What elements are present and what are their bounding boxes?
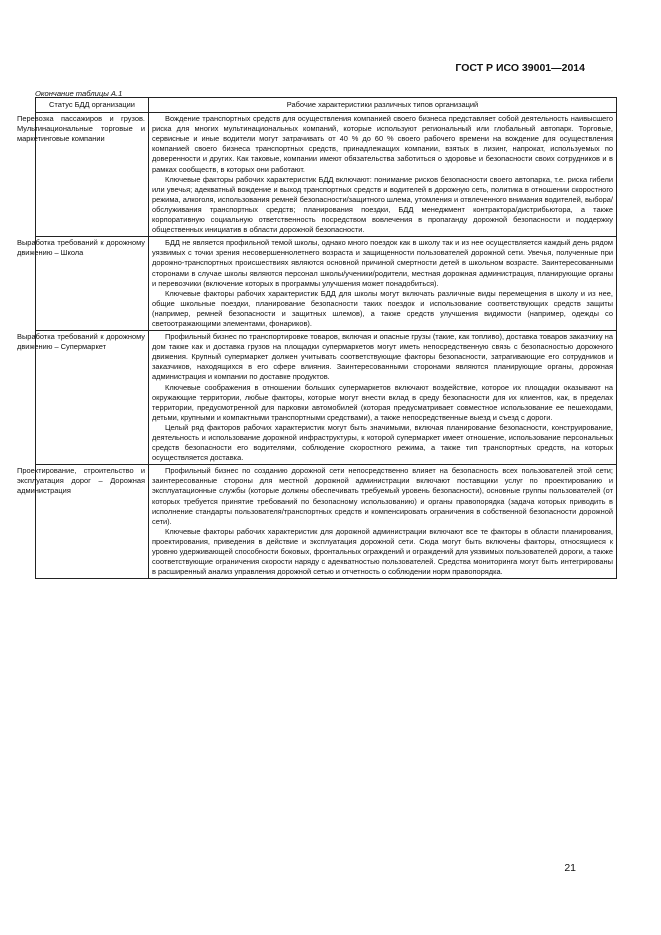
table-row — [36, 113, 617, 237]
org-status-cell: Выработка требований к дорожному движению – Супермаркет — [36, 331, 149, 465]
paragraph: Профильный бизнес по созданию дорожной сети непосредственно влияет на безопасность всех пользователей этой сети; заинтересованные стороны для местной дорожной администрации включают поставщики услуг по проектированию и эксплуатационные службы (которые должны обеспечивать требуемый уровень безопасности), основные группы пользователей (от которых требуется принятие требований по безопасному использованию) и органы правопорядка (задача которых приводить в исполнение стандарты пользователя/транспортных средств и компенсировать ограничения в собственной безопасности дорожной сети). — [152, 466, 613, 526]
table-header-row — [36, 98, 617, 113]
paragraph: Ключевые факторы рабочих характеристик для дорожной администрации включают все те факторы в области планирования, проектирования, приведения в действие и эксплуатация дорожной сети. Сюда могут быть включены факторы, относящиеся к уровню удерживающей способности боковых, фронтальных ограждений и ограждений для уязвимых пользователей дороги, а также соответствующие ограничения скорости наряду с адекватностью пользователей. Средства мониторинга могут быть интегрированы в расширенный анализ управления дорожной сетью и отчетность о соблюдении норм правопорядка. — [152, 526, 613, 577]
table-row — [36, 237, 617, 331]
paragraph: Вождение транспортных средств для осуществления компанией своего бизнеса представляет собой деятельность наивысшего риска для многих мультинациональных компаний, которые используют региональный или глобальный автопарк. Торговые, сервисные и иные водители могут затрачивать от 40 % до 60 % своего рабочего времени на вождение для осуществления компанией своего бизнеса транспортных средств, принадлежащих компании, взятых в лизинг, напрокат, используемых по доверенности и других. Как таковые, компании имеют обязательства заботиться о здоровье и безопасности своих сотрудников и в рамках сообществ, в которых они работают. — [152, 114, 613, 174]
table-row — [36, 465, 617, 579]
column-header-characteristics: Рабочие характеристики различных типов организаций — [149, 98, 617, 113]
table-row — [36, 331, 617, 465]
paragraph: Ключевые соображения в отношении больших супермаркетов включают воздействие, которое их площадки оказывают на окружающие территории, любые факторы, которые могут внести вклад в среду безопасности для их клиентов, как, в пределах территории, предусмотренной для парковки автомобилей (которая предусматривает совместное использование ее пешеходами, детьми, крупными и компактными транспортными средствами), а также непосредственные выезд и съезд с дороги. — [152, 382, 613, 422]
table-caption: Окончание таблицы А.1 — [35, 89, 123, 98]
org-status-cell: Выработка требований к дорожному движению – Школа — [36, 237, 149, 331]
characteristics-cell — [149, 331, 617, 465]
paragraph: Целый ряд факторов рабочих характеристик могут быть значимыми, включая планирование безопасности, конструирование, деятельность и использование дорожной инфраструктуры, к которой супермаркет имеет отношение, использование персональных средств безопасности его водителями, соблюдение скоростного режима, а также тип транспортных средств, на которых осуществляется доставка. — [152, 422, 613, 463]
paragraph: Ключевые факторы рабочих характеристик БДД включают: понимание рисков безопасности своего автопарка, т.е. риска гибели или увечья; адекватный вождение и выход транспортных средств и водителей в дорожную сеть, политика в отношении скоростного режима, алкоголя, использования ремней безопасности/защитного шлема, утомления и отвлеченного внимания водителей, выбора/обслуживания транспортных средств; планирования поездки, БДД менеджмент контрактора/дистрибьютора, а также корпоративную социальную ответственность посредством вовлечения в пропаганду дорожной безопасности и поддержку общественных инициатив в области дорожной безопасности. — [152, 174, 613, 235]
characteristics-table — [17, 97, 617, 579]
characteristics-cell — [149, 465, 617, 579]
column-header-status: Статус БДД организации — [36, 98, 149, 113]
paragraph: Ключевые факторы рабочих характеристик БДД для школы могут включать различные виды перемещения в школу и из нее, общие школьные поездки, планирование безопасности таких поездок и использование соответствующих средств защиты (например, ремней безопасности и защитных шлемов), а также средств улучшения видимости (например, одежды со светоотражающими элементами, фонариков). — [152, 288, 613, 328]
org-status-cell: Проектирование, строительство и эксплуатация дорог – Дорожная администрация — [36, 465, 149, 579]
paragraph: БДД не является профильной темой школы, однако много поездок как в школу так и из нее осуществляется каждый день рядом уязвимых с точки зрения несовершеннолетнего возраста и защищенности пользователей дорожной сети. Увечья, полученные при дорожно-транспортных происшествиях являются основной причиной смертности детей в школьном возрасте. Заинтересованными сторонами в случае школы являются персонал школы/ученики/родители, местная дорожная администрация, планирующие органы и перевозчики (включение которых в программы улучшения может понадобиться). — [152, 238, 613, 288]
org-status-cell: Перевозка пассажиров и грузов. Мультинациональные торговые и маркетинговые компании — [36, 113, 149, 237]
characteristics-cell — [149, 113, 617, 237]
document-code: ГОСТ Р ИСО 39001—2014 — [455, 62, 585, 74]
characteristics-cell — [149, 237, 617, 331]
page-number: 21 — [564, 862, 576, 874]
paragraph: Профильный бизнес по транспортировке товаров, включая и опасные грузы (такие, как топливо), доставка товаров заказчику на дом также как и доставка грузов на площадки супермаркетов могут иметь непосредственную связь с безопасностью дорожного движения. Крупный супермаркет должен учитывать соответствующие факторы безопасности, затрагивающие его сотрудников и заказчиков, находящихся в его сфере влияния. Заинтересованными сторонами являются планирующие органы, дорожная администрация и компании по доставке продуктов. — [152, 332, 613, 382]
